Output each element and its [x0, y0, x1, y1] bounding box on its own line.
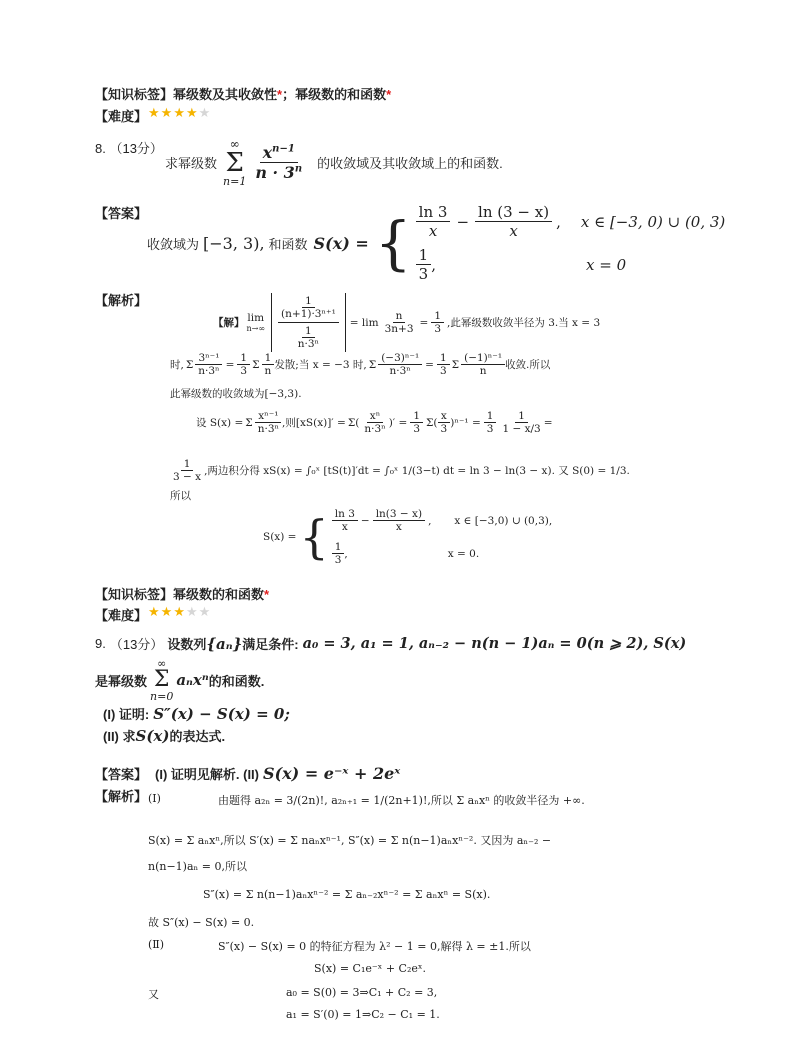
q9-part-1: (I) 证明: S″(x) − S(x) = 0;: [103, 704, 290, 723]
analysis-line-3: 此幂级数的收敛域为[−3,3).: [170, 388, 302, 400]
solution-line: n(n−1)aₙ = 0,所以: [148, 860, 247, 873]
star-filled-icon: ★: [148, 605, 161, 620]
solution-label: (Ⅰ): [148, 792, 161, 805]
solution-line: S″(x) = Σ n(n−1)aₙxⁿ⁻² = Σ aₙ₋₂xⁿ⁻² = Σ aₙxⁿ = S(x).: [203, 888, 491, 901]
analysis-line-2: 时, Σ $\frac{\text{3ⁿ⁻¹}}{\text{n·3ⁿ}}$ = $\frac{1}{3}$ Σ $\frac{1}{n}$ 发散;当 x = −3 时, Σ $\frac{\text{(−3)ⁿ⁻¹}}{\text{n·3ⁿ}}$ = $\frac{1}{3}$ Σ $\frac{\text{(−1)ⁿ⁻¹}}{n}$ 收敛.所以: [170, 352, 551, 377]
solution-line: S″(x) − S(x) = 0 的特征方程为 λ² − 1 = 0,解得 λ = ±1.所以: [218, 940, 531, 953]
analysis-line-4: 设 S(x) = Σ $\frac{\text{xⁿ⁻¹}}{\text{n·3ⁿ}}$ ,则[xS(x)]′ = Σ( $\frac{\text{xⁿ}}{\text{n·3ⁿ}}$ )′ = $\frac{1}{3}$ Σ( $\frac{x}{3}$ )ⁿ⁻¹ = $\frac{1}{3}$ $\frac{1}{1 - x/3}$ =: [196, 410, 553, 435]
answer-content: 收敛域为 [−3, 3), 和函数 S(x) = { $\frac{\ln 3}{x}$ − $\frac{\ln (3 - x)}{x}$ , x ∈ [−3, 0) ∪ (0, 3) $\frac{1}{3}$ , x = 0: [147, 203, 726, 283]
prompt-tail: 的收敛域及其收敛域上的和函数.: [317, 156, 503, 171]
important-mark: *: [386, 87, 392, 102]
final-result: S(x) = { $\frac{\ln 3}{x}$ − $\frac{\ln(3 - x)}{x}$ , x ∈ [−3,0) ∪ (0,3), $\frac{1}{3}$ , x = 0.: [263, 508, 553, 566]
question-number: 8. （13分）: [95, 141, 163, 156]
answer-label: 【答案】: [95, 206, 148, 221]
solution-line: 故 S″(x) − S(x) = 0.: [148, 916, 255, 929]
solution-line: 由题得 a₂ₙ = 3/(2n)!, a₂ₙ₊₁ = 1/(2n+1)!,所以 Σ aₙxⁿ 的收敛半径为 +∞.: [218, 794, 585, 807]
solution-line: S(x) = C₁e⁻ˣ + C₂eˣ.: [314, 962, 427, 975]
solution-line: a₁ = S′(0) = 1⇒C₂ − C₁ = 1.: [286, 1008, 440, 1021]
solution-label: (Ⅱ): [148, 938, 165, 951]
analysis-label: 【解析】: [95, 293, 148, 308]
series-term: $\frac{x^{n-1}}{n \cdot 3^n}$: [255, 143, 303, 182]
analysis-line-5: $\frac{1}{3 - x}$ ,两边积分得 xS(x) = ∫₀ˣ [tS(t)]′dt = ∫₀ˣ 1/(3−t) dt = ln 3 − ln(3 − x). 又 S(0) = 1/3.: [173, 458, 630, 483]
q9-prompt-line-1: 9. （13分） 设数列 {aₙ} 满足条件: a₀ = 3, a₁ = 1, aₙ₋₂ − n(n − 1)aₙ = 0(n ⩾ 2), S(x): [95, 634, 687, 653]
knowledge-tag-line: [95, 84, 391, 103]
piecewise-cases: [416, 203, 726, 283]
star-filled-icon: ★: [160, 605, 174, 620]
star-filled-icon: ★: [148, 106, 161, 121]
case-2: $\frac{1}{3}$ , x = 0: [416, 246, 726, 283]
tag-text: 幂级数的和函数: [295, 87, 387, 102]
sum-function: S(x) =: [313, 233, 369, 253]
difficulty-rating: [148, 605, 211, 620]
tag-separator: ；: [282, 87, 296, 102]
q9-prompt-line-2: 是幂级数 ∞ Σ n=0 aₙxⁿ 的和函数.: [95, 657, 265, 703]
solution-line: S(x) = Σ aₙxⁿ,所以 S′(x) = Σ naₙxⁿ⁻¹, S″(x) = Σ n(n−1)aₙxⁿ⁻². 又因为 aₙ₋₂ −: [148, 834, 552, 847]
tag-prefix: 【知识标签】: [95, 87, 174, 102]
solution-line: a₀ = S(0) = 3⇒C₁ + C₂ = 3,: [286, 986, 438, 999]
star-empty-icon: ★: [185, 605, 199, 620]
important-mark: *: [264, 587, 270, 602]
q9-answer: 【答案】 (I) 证明见解析. (II) S(x) = e⁻ˣ + 2eˣ: [95, 764, 401, 783]
solution-label: 又: [148, 988, 159, 1001]
case-1: $\frac{\ln 3}{x}$ − $\frac{\ln (3 - x)}{x}$ , x ∈ [−3, 0) ∪ (0, 3): [416, 203, 726, 240]
q9-part-2: (II) 求 S(x) 的表达式.: [103, 726, 226, 745]
question-prompt: [165, 138, 503, 187]
star-filled-icon: ★: [173, 605, 186, 620]
difficulty-label: 【难度】: [95, 608, 148, 623]
difficulty-label: 【难度】: [95, 109, 148, 124]
sum-symbol: ∞ Σ n=1: [223, 137, 247, 188]
star-filled-icon: ★: [173, 106, 186, 121]
analysis-label: 【解析】: [95, 789, 148, 804]
left-brace: {: [374, 209, 412, 277]
star-filled-icon: ★: [185, 106, 199, 121]
important-mark: *: [277, 87, 283, 102]
analysis-line-6: 所以: [170, 490, 191, 502]
star-filled-icon: ★: [160, 106, 174, 121]
prompt-text: 求幂级数: [165, 156, 218, 171]
knowledge-tag-line: 【知识标签】幂级数的和函数*: [95, 587, 270, 602]
analysis-line-1: 【解】 lim n→∞ $\frac{1}{\text{(n+1)·3ⁿ⁺¹}}$ $\frac{1}{\text{n·3ⁿ}}$ = lim $\frac{n}{3n+3}$ = $\frac{1}{3}$ ,此幂级数收敛半径为 3.当 x = 3: [213, 295, 601, 350]
tag-text: 幂级数及其收敛性: [173, 87, 278, 102]
star-empty-icon: ★: [198, 106, 212, 121]
difficulty-rating: [148, 106, 211, 121]
star-empty-icon: ★: [198, 605, 212, 620]
